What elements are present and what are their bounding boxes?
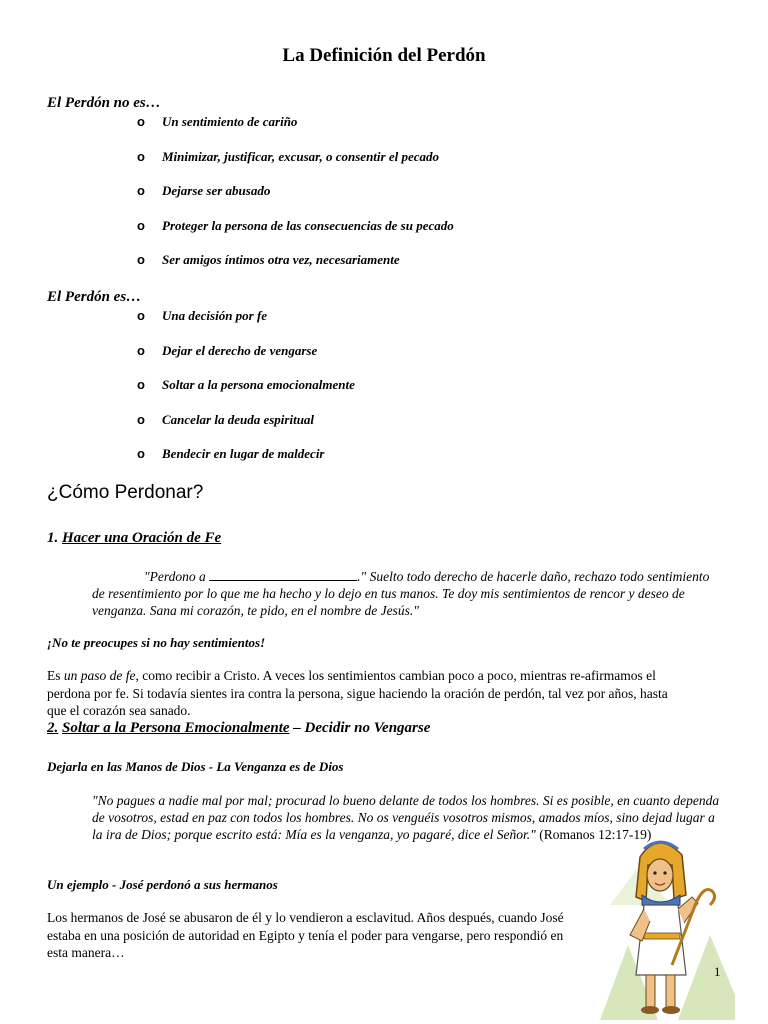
step1-paragraph: Es un paso de fe, como recibir a Cristo. A veces los sentimientos cambian poco a poco, mientras re-afirmamos el perdona por fe. Si todavía sientes ira contra la persona, sigue haciendo la oración de perdón, tal vez por años, hasta que el corazón sea sanado. xyxy=(47,668,668,718)
bullet-mark: o xyxy=(137,342,145,358)
step1-number: 1. xyxy=(47,530,59,546)
step2-title: Soltar a la Persona Emocionalmente xyxy=(62,720,290,736)
list-es xyxy=(137,308,355,481)
step2-heading xyxy=(47,720,430,737)
bullet-mark: o xyxy=(137,252,145,268)
list-item: o Dejar el derecho de vengarse xyxy=(137,342,318,358)
step1-heading xyxy=(47,530,221,547)
section-heading-es: El Perdón es… xyxy=(47,289,142,305)
bullet-mark: o xyxy=(137,377,145,393)
bullet-mark: o xyxy=(137,217,145,233)
example-paragraph: Los hermanos de José se abusaron de él y lo vendieron a esclavitud. Años después, cuando José estaba en una posición de autoridad en Egipto y tenía el poder para vengarse, pero respondió en esta manera… xyxy=(47,910,564,960)
list-item: o Ser amigos íntimos otra vez, necesariamente xyxy=(137,252,400,268)
section-heading-no-es: El Perdón no es… xyxy=(47,95,161,111)
example-heading: Un ejemplo - José perdonó a sus hermanos xyxy=(47,877,278,892)
name-blank-line xyxy=(209,568,357,581)
bullet-mark: o xyxy=(137,411,145,427)
bible-reference: (Romanos 12:17-19) xyxy=(535,827,652,842)
step2-suffix: – Decidir no Vengarse xyxy=(289,720,431,736)
list-item: o Una decisión por fe xyxy=(137,308,268,323)
bullet-mark: o xyxy=(137,183,145,199)
list-no-es xyxy=(137,114,454,287)
list-item: o Dejarse ser abusado xyxy=(137,183,271,199)
romans-quote: "No pagues a nadie mal por mal; procurad lo bueno delante de todos los hombres. Si es posible, en cuanto dependa de vosotros, estad en paz con todos los hombres. No os venguéis vosotros mismos, amados míos, sino dejad lugar a la ira de Dios; porque escrito está: Mía es la venganza, yo pagaré, dice el Señor." (Romanos 12:17-19) xyxy=(92,793,720,842)
bullet-mark: o xyxy=(137,114,145,129)
bullet-mark: o xyxy=(137,446,145,462)
how-heading: ¿Cómo Perdonar? xyxy=(47,482,204,503)
page-number: 1 xyxy=(714,964,721,979)
joseph-illustration xyxy=(600,825,735,1020)
page-title: La Definición del Perdón xyxy=(282,45,486,66)
prayer-quote: "Perdono a ." Suelto todo derecho de hacerle daño, rechazo todo sentimiento de resentimiento por lo que me ha hecho y lo dejo en tus manos. Te doy mis sentimientos de rencor y deseo de venganza. Sana mi corazón, te pido, en el nombre de Jesús." xyxy=(92,569,710,618)
list-item: o Proteger la persona de las consecuencias de su pecado xyxy=(137,217,454,233)
step2-number: 2. xyxy=(47,720,59,736)
step1-title: Hacer una Oración de Fe xyxy=(62,530,222,546)
list-item: o Bendecir en lugar de maldecir xyxy=(137,446,325,462)
step2-sub-heading: Dejarla en las Manos de Dios - La Venganza es de Dios xyxy=(47,759,344,774)
list-item: o Minimizar, justificar, excusar, o consentir el pecado xyxy=(137,148,439,164)
step1-note-heading: ¡No te preocupes si no hay sentimientos! xyxy=(47,635,266,650)
list-item: o Un sentimiento de cariño xyxy=(137,114,298,129)
list-item: o Cancelar la deuda espiritual xyxy=(137,411,315,427)
bullet-mark: o xyxy=(137,148,145,164)
bullet-mark: o xyxy=(137,308,145,323)
list-item: o Soltar a la persona emocionalmente xyxy=(137,377,355,393)
